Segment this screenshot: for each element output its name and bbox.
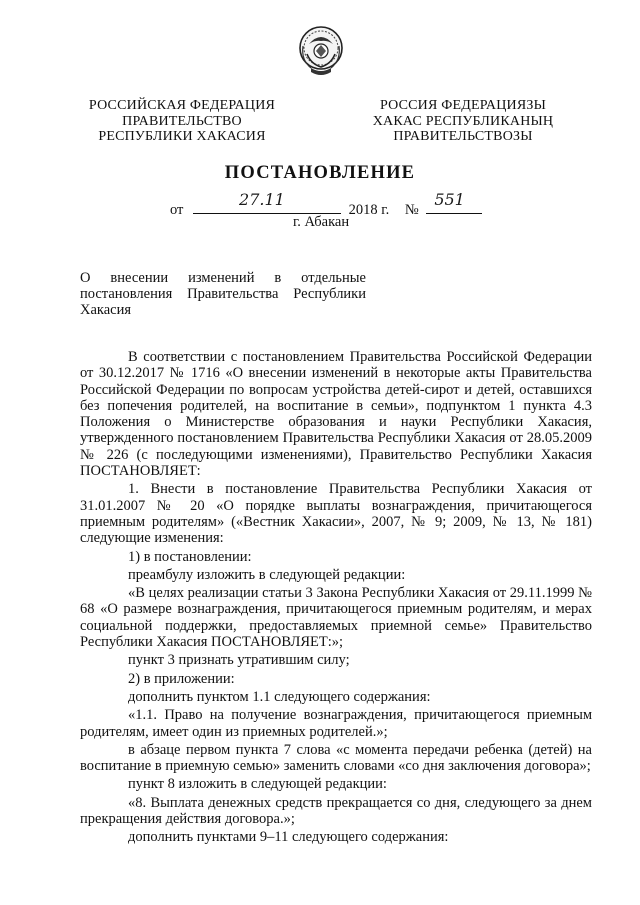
body-paragraph: преамбулу изложить в следующей редакции: — [128, 566, 406, 583]
coat-of-arms-emblem-icon — [297, 24, 345, 80]
number-field — [426, 190, 482, 214]
body-paragraph: «1.1. Право на получение вознаграждения, причитающегося приемным родителям, имеет один из приемных родителей.»; — [80, 707, 592, 740]
header-right-line: ХАКАС РЕСПУБЛИКАНЫҢ — [372, 113, 554, 129]
handwritten-date: 27.11 — [239, 190, 285, 209]
body-paragraph: дополнить пунктом 1.1 следующего содержания: — [128, 688, 431, 705]
body-paragraph: «8. Выплата денежных средств прекращается со дня, следующего за днем прекращения действия договора.»; — [80, 794, 592, 828]
body-paragraph: 2) в приложении: — [128, 670, 235, 687]
subject-line: Хакасия — [80, 302, 132, 319]
header-right-line: РОССИЯ ФЕДЕРАЦИЯЗЫ — [379, 98, 547, 113]
header-left-russian — [72, 98, 292, 145]
year-text: 2018 г. — [348, 202, 390, 218]
body-paragraph: В соответствии с постановлением Правительства Российской Федерации от 30.12.2017 № 1716 «О внесении изменений в некоторые акты Правительства Российской Федерации по вопросам устройства детей-сирот и детей, оставшихся без попечения родителей, на воспитание в семьи», подпунктом 1 пункта 4.3 Положения о Министерстве образования и науки Республики Хакасия, утвержденного постановлением Правительства Республики Хакасия от 28.05.2009 № 226 (с последующими изменениями), Правительство Республики Хакасия ПОСТАНОВЛЯЕТ: — [80, 349, 592, 480]
city-name: г. Абакан — [293, 214, 350, 230]
header-left-line: РОССИЙСКАЯ ФЕДЕРАЦИЯ — [88, 98, 276, 113]
header-right-line: ПРАВИТЕЛЬСТВОЗЫ — [393, 129, 533, 144]
document-body — [80, 349, 592, 846]
body-paragraph: пункт 3 признать утратившим силу; — [128, 652, 350, 669]
document-subject — [80, 270, 366, 319]
header-left-line: РЕСПУБЛИКИ ХАКАСИЯ — [98, 129, 266, 144]
header-right-khakas — [348, 98, 578, 145]
document-title: ПОСТАНОВЛЕНИЕ — [224, 163, 416, 183]
body-paragraph: «В целях реализации статьи 3 Закона Республики Хакасия от 29.11.1999 № 68 «О размере вознаграждения, причитающегося приемным родителям, и мерах социальной поддержки, предоставляемых приемной семье» Правительство Республики Хакасия ПОСТАНОВЛЯЕТ:»; — [80, 585, 592, 651]
body-paragraph: пункт 8 изложить в следующей редакции: — [128, 776, 387, 793]
body-paragraph: дополнить пунктами 9–11 следующего содержания: — [128, 829, 449, 846]
date-field — [193, 190, 341, 214]
body-paragraph: в абзаце первом пункта 7 слова «с момента передачи ребенка (детей) на воспитание в приемную семью» заменить словами «со дня заключения договора»; — [80, 741, 592, 775]
handwritten-number: 551 — [434, 190, 465, 209]
body-paragraph: 1) в постановлении: — [128, 548, 252, 565]
header-left-line: ПРАВИТЕЛЬСТВО — [122, 113, 242, 129]
subject-line: О внесении изменений в отдельные — [80, 270, 366, 286]
date-prefix: от — [170, 202, 184, 218]
number-label: № — [404, 202, 419, 218]
subject-line: постановления Правительства Республики — [80, 286, 366, 303]
body-paragraph: 1. Внести в постановление Правительства Республики Хакасия от 31.01.2007 № 20 «О порядке выплаты вознаграждения, причитающегося приемным родителям» («Вестник Хакасии», 2007, № 9; 2009, № 13, № 181) следующие изменения: — [80, 481, 592, 547]
